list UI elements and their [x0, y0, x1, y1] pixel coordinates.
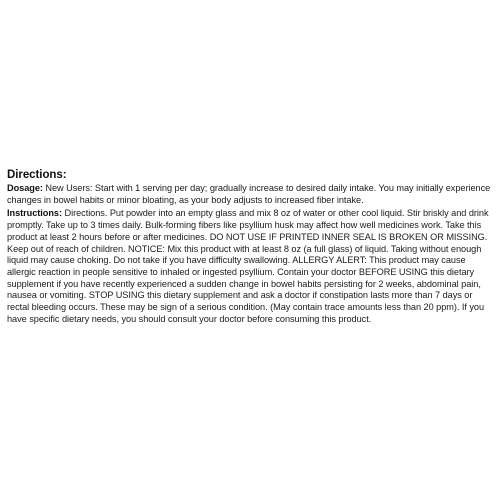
dosage-text: New Users: Start with 1 serving per day; gradually increase to desired daily intake. You may initially experience changes in bowel habits or minor bloating, as your body adjusts to increased fiber intake. [7, 183, 491, 205]
instructions-paragraph [7, 208, 495, 325]
instructions-text: Directions. Put powder into an empty glass and mix 8 oz of water or other cool liquid. Stir briskly and drink promptly. Take up to 3 times daily. Bulk-forming fibers like psyllium husk may affect how well medicines work. Take this product at least 2 hours before or after medicines. DO NOT USE IF PRINTED INNER SEAL IS BROKEN OR MISSING. Keep out of reach of children. NOTICE: Mix this product with at least 8 oz (a full glass) of liquid. Taking without enough liquid may cause choking. Do not take if you have difficulty swallowing. ALLERGY ALERT: This product may cause allergic reaction in people sensitive to inhaled or ingested psyllium. Contain your doctor BEFORE USING this dietary supplement if you have recently experienced a sudden change in bowel habits persisting for 2 weeks, abdominal pain, nausea or vomiting. STOP USING this dietary supplement and ask a doctor if constipation lasts more than 7 days or rectal bleeding occurs. These may be sign of a serious condition. (May contain trace amounts less than 20 ppm). If you have specific dietary needs, you should consult your doctor before consuming this product. [7, 208, 489, 324]
dosage-paragraph [7, 183, 495, 206]
directions-heading: Directions: [7, 169, 67, 181]
instructions-label: Instructions: [7, 208, 62, 219]
dosage-label: Dosage: [7, 183, 43, 193]
directions-section [7, 169, 495, 327]
